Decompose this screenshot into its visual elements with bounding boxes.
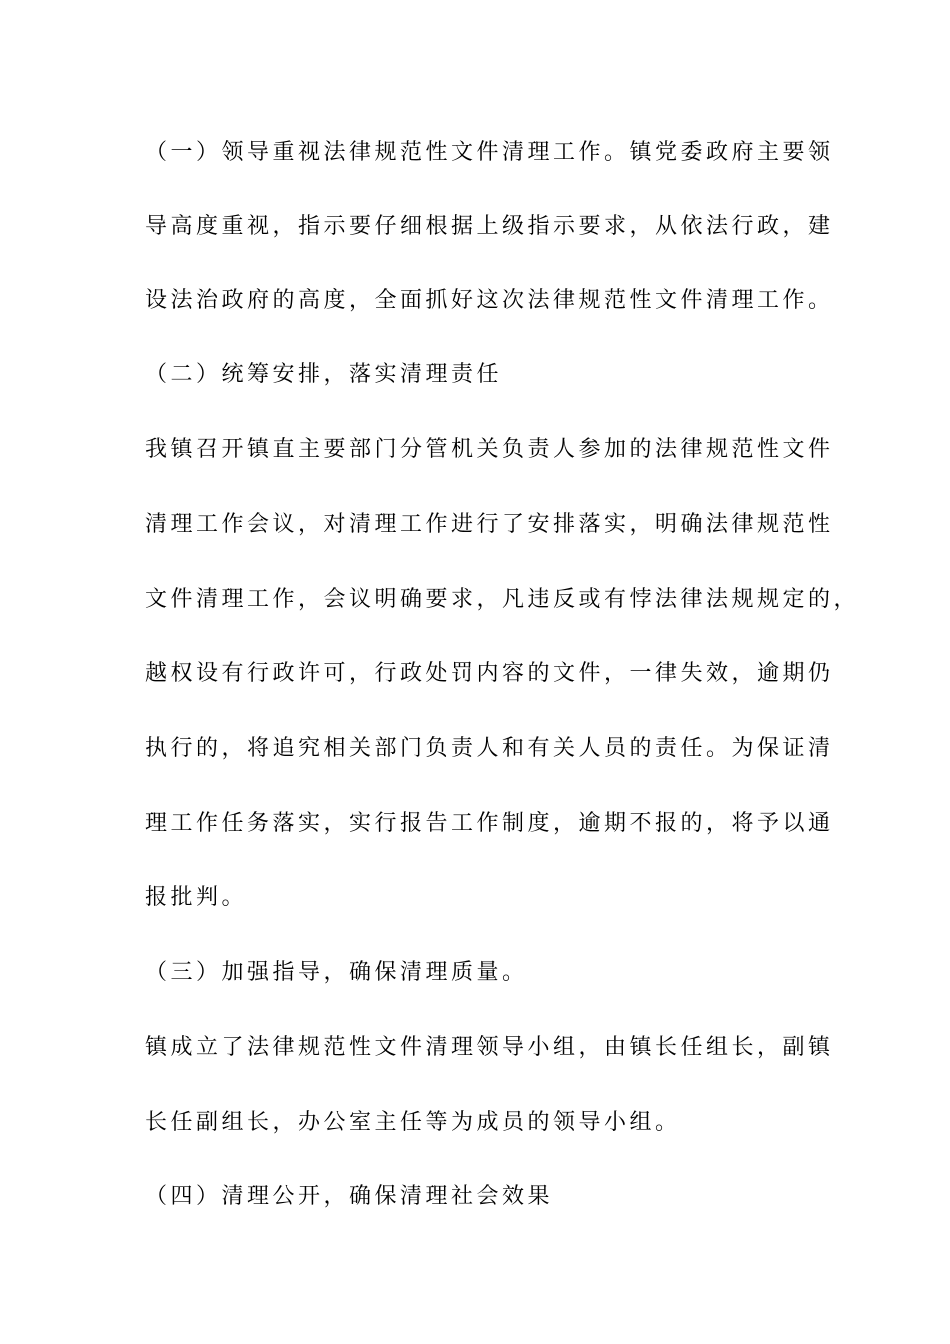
paragraph-line: 越权设有行政许可，行政处罚内容的文件，一律失效，逾期仍 — [145, 661, 834, 686]
paragraph-line: 镇成立了法律规范性文件清理领导小组，由镇长任组长，副镇 — [145, 1035, 834, 1060]
heading-section-2: （二）统筹安排，落实清理责任 — [145, 362, 503, 387]
paragraph-line: 文件清理工作，会议明确要求，凡违反或有悖法律法规规定的， — [145, 587, 860, 612]
heading-section-4: （四）清理公开，确保清理社会效果 — [145, 1184, 554, 1209]
paragraph-line: 理工作任务落实，实行报告工作制度，逾期不报的，将予以通 — [145, 811, 834, 836]
paragraph-line: 我镇召开镇直主要部门分管机关负责人参加的法律规范性文件 — [145, 437, 834, 462]
paragraph-line: 执行的，将追究相关部门负责人和有关人员的责任。为保证清 — [145, 736, 834, 761]
paragraph-line: 导高度重视，指示要仔细根据上级指示要求，从依法行政，建 — [145, 214, 834, 239]
paragraph-line: 设法治政府的高度，全面抓好这次法律规范性文件清理工作。 — [145, 288, 834, 313]
paragraph-line: 报批判。 — [145, 885, 248, 910]
heading-section-3: （三）加强指导，确保清理质量。 — [145, 960, 528, 985]
paragraph-line: 长任副组长，办公室主任等为成员的领导小组。 — [145, 1110, 681, 1135]
heading-section-1: （一）领导重视法律规范性文件清理工作。镇党委政府主要领 — [145, 140, 834, 165]
paragraph-line: 清理工作会议，对清理工作进行了安排落实，明确法律规范性 — [145, 512, 834, 537]
